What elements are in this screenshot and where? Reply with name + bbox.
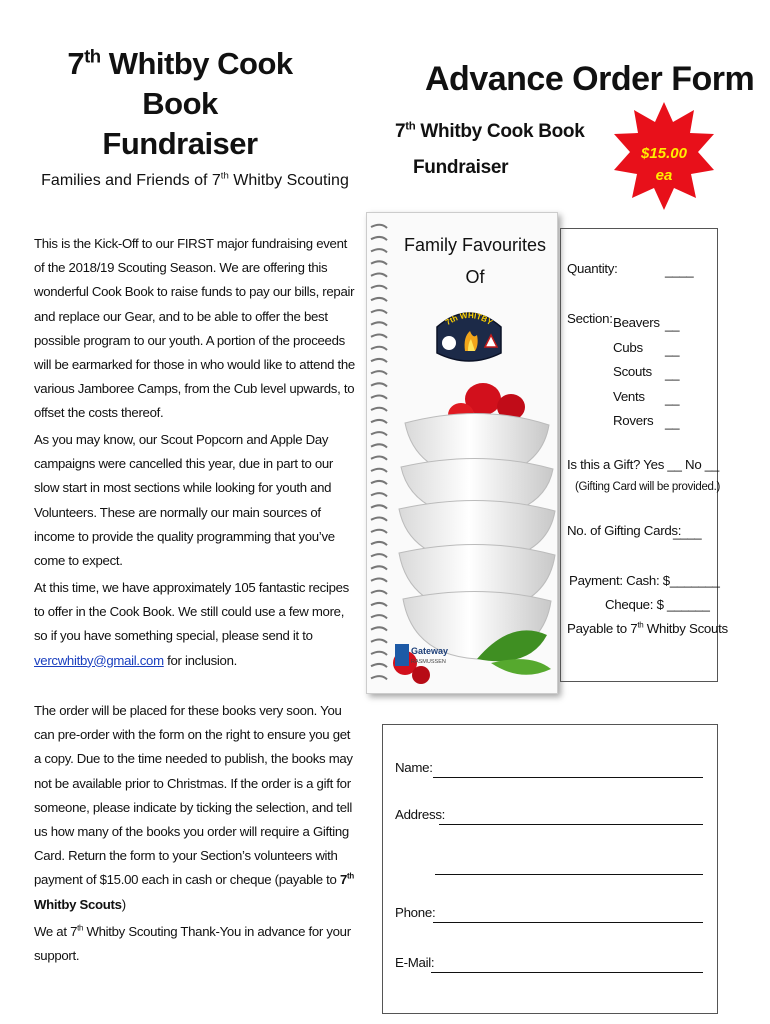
spiral-ring — [371, 518, 387, 521]
sub-sup: th — [405, 120, 416, 133]
spiral-ring — [371, 481, 387, 484]
payable-sup: th — [347, 872, 354, 882]
spiral-ring — [371, 615, 387, 618]
gift-question[interactable]: Is this a Gift? Yes __ No __ — [567, 457, 720, 472]
price-unit: ea — [655, 167, 673, 184]
scout-badge-icon — [433, 303, 505, 365]
gift-note: (Gifting Card will be provided.) — [575, 481, 721, 493]
gateway-logo — [395, 638, 453, 674]
name-field[interactable] — [433, 777, 703, 778]
spiral-ring — [371, 322, 387, 325]
price-burst — [612, 100, 716, 212]
subtitle-post: Whitby Scouting — [228, 172, 349, 189]
spiral-ring — [371, 603, 387, 606]
paragraph-campaigns: As you may know, our Scout Popcorn and Apple Day campaigns were cancelled this year, due in part to our slow start in most sections while looking for youth and Volunteers. These are normally our main sources of income to provide the quality programming that you’ve come to expect. — [34, 432, 335, 569]
section-cubs-label: Cubs — [613, 339, 643, 355]
payable-sup-form: th — [637, 620, 644, 630]
paragraph-thanks — [34, 920, 356, 968]
spiral-ring — [371, 627, 387, 630]
spiral-ring — [371, 579, 387, 582]
cookbook-cover-image — [366, 212, 558, 694]
spiral-ring — [371, 310, 387, 313]
phone-label: Phone: — [395, 905, 436, 920]
payable-to — [567, 621, 728, 636]
sub-line2: Fundraiser — [413, 157, 509, 178]
spiral-ring — [371, 432, 387, 435]
cookbook-title: Family Favourites — [403, 235, 547, 255]
quantity-field[interactable]: ____ — [665, 263, 694, 278]
spiral-ring — [371, 225, 387, 228]
spiral-binding — [367, 221, 391, 691]
spiral-ring — [371, 274, 387, 277]
spiral-ring — [371, 286, 387, 289]
order-info-text: The order will be placed for these books very soon. You can pre-order with the form on the right to ensure you get a copy. Due to the time needed to publish, the books may not be available prior to Christmas. If the order is a gift for someone, please indicate by ticking the selection, and tell us how many of the books you order will require a Gifting Card. Return the form to your Section’s volunteers with payment of $15.00 each in cash or cheque (payable to — [34, 703, 353, 888]
payable-post: Whitby Scouts — [643, 621, 728, 636]
address-label: Address: — [395, 807, 446, 822]
vents-checkbox[interactable]: __ — [665, 390, 680, 406]
recipes-text-end: for inclusion. — [163, 652, 237, 668]
spiral-ring — [371, 676, 387, 679]
email-link[interactable]: vercwhitby@gmail.com — [34, 652, 164, 668]
badge-text: 7th WHITBY — [443, 310, 495, 328]
spiral-ring — [371, 640, 387, 643]
spiral-ring — [371, 420, 387, 423]
spiral-ring — [371, 444, 387, 447]
thanks-sup: th — [77, 923, 84, 933]
spiral-ring — [371, 249, 387, 252]
section-label: Section: — [567, 311, 613, 326]
page-title — [30, 44, 330, 164]
spiral-ring — [371, 408, 387, 411]
spiral-ring — [371, 347, 387, 350]
spiral-ring — [371, 652, 387, 655]
spiral-ring — [371, 591, 387, 594]
beavers-checkbox[interactable]: __ — [665, 317, 680, 332]
phone-field[interactable] — [433, 922, 703, 923]
section-vents: Vents — [613, 388, 645, 404]
email-field[interactable] — [431, 972, 703, 973]
paragraph-kickoff: This is the Kick-Off to our FIRST major fundraising event of the 2018/19 Scouting Season. We are offering this wonderful Cook Book to raise funds to pay our bills, repair and replace our Gear, and to be able to offer the best possible program to our youth. A portion of the proceeds will be earmarked for those in who would like to attend the various Jamboree Camps, from the Cub level upwards, to offset the costs thereof. — [34, 236, 355, 421]
spiral-ring — [371, 493, 387, 496]
spiral-ring — [371, 664, 387, 667]
address-field-line2[interactable] — [435, 874, 703, 875]
spiral-ring — [371, 261, 387, 264]
section-list — [613, 311, 660, 434]
address-field[interactable] — [439, 824, 703, 825]
spiral-ring — [371, 335, 387, 338]
subtitle — [30, 172, 360, 190]
spiral-ring — [371, 469, 387, 472]
price-text: $15.00 — [641, 145, 687, 162]
spiral-ring — [371, 505, 387, 508]
title-number: 7 — [67, 46, 85, 81]
spiral-ring — [371, 371, 387, 374]
spiral-ring — [371, 383, 387, 386]
cookbook-of: Of — [465, 267, 485, 287]
spiral-ring — [371, 542, 387, 545]
title-text: Whitby Cook Book — [100, 46, 293, 121]
publisher-sub: RASMUSSEN — [411, 659, 446, 665]
name-label: Name: — [395, 760, 433, 775]
payable-number: 7 — [339, 872, 347, 888]
section-cubs — [613, 336, 660, 361]
spiral-ring — [371, 457, 387, 460]
paragraph-recipes — [34, 576, 356, 673]
sub-text: Whitby Cook Book — [415, 121, 585, 142]
spiral-ring — [371, 566, 387, 569]
thanks-post: Whitby Scouting Thank-You in advance for your support. — [34, 924, 351, 964]
title-superscript: th — [84, 45, 101, 67]
thanks-pre: We at 7 — [34, 924, 78, 939]
scouts-checkbox[interactable]: __ — [665, 366, 680, 381]
sub-number: 7 — [395, 121, 406, 142]
recipes-text: At this time, we have approximately 105 fantastic recipes to offer in the Cook Book. We still could use a few more, so if you have something special, please send it to — [34, 580, 349, 644]
order-form-title: Advance Order Form — [425, 60, 755, 98]
cubs-checkbox[interactable]: __ — [665, 341, 680, 357]
payment-cheque[interactable]: Cheque: $ ______ — [605, 597, 710, 612]
section-rovers: Rovers — [613, 413, 654, 428]
section-beavers: Beavers — [613, 315, 660, 330]
section-blanks — [665, 313, 679, 436]
spiral-ring — [371, 298, 387, 301]
contact-box — [382, 724, 718, 1014]
subtitle-pre: Families and Friends of 7 — [41, 172, 221, 189]
payment-cash[interactable]: Payment: Cash: $_______ — [569, 573, 720, 588]
subtitle-sup: th — [220, 170, 229, 182]
title-line2: Fundraiser — [102, 126, 258, 161]
email-label: E-Mail: — [395, 955, 435, 970]
payable-name: Whitby Scouts — [34, 896, 122, 912]
spiral-ring — [371, 530, 387, 533]
gifting-cards-field[interactable]: ____ — [673, 525, 702, 540]
paragraph-order-info — [34, 699, 356, 917]
rovers-checkbox[interactable]: __ — [665, 415, 680, 430]
spiral-ring — [371, 359, 387, 362]
gifting-cards-label: No. of Gifting Cards: — [567, 523, 682, 538]
order-form-subtitle — [395, 114, 585, 186]
order-info-end: ) — [121, 896, 126, 912]
spiral-ring — [371, 237, 387, 240]
order-form-box — [560, 228, 728, 682]
spiral-ring — [371, 554, 387, 557]
section-scouts: Scouts — [613, 364, 652, 379]
spiral-ring — [371, 396, 387, 399]
payable-pre: Payable to 7 — [567, 621, 638, 636]
publisher-name: Gateway — [411, 646, 449, 656]
quantity-label: Quantity: — [567, 261, 618, 276]
